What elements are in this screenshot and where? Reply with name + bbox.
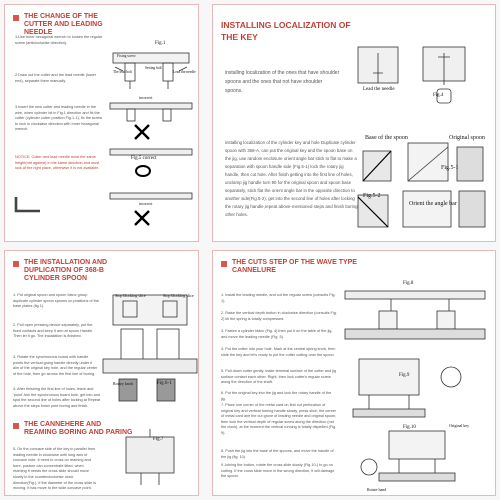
base-spoon-label: Base of the spoon (365, 135, 408, 141)
step-9: 9.Joining the button, rotate the cross slide slowly (Fig.10-) to go on cutting. If the cross slide move in the wrong direction, it will damage the spoon. (221, 463, 335, 479)
step-5: 5. Pull down cutter gently, make terminal surface of the cutter and jig surface contact each other. Right, then lock cutter's regular screw along the direction of the shaft. (221, 369, 336, 385)
orient-bar-label: Orient the angle bar (409, 201, 457, 207)
lead-needle-label: Lead the needle (173, 70, 196, 74)
step-6: 6. Put the original key into the jig and lock the rotary handle of the jig. (221, 391, 332, 401)
step-2: 2. Raise the vertical depth button in clockwise direction (consults Fig. 2) till the spring is totally compressed. (221, 311, 337, 321)
lead-needle-label: Lead the needle (363, 87, 395, 92)
section-title: THE CANNEHERE AND REAMING BORING AND PARING (24, 421, 133, 436)
panel-header (221, 259, 382, 275)
panel-368b-installation (4, 250, 199, 496)
fig51-label: Fig.5-1 (441, 165, 459, 171)
step-1: 1. Install the leading needle, and cut the regular screw (consults Fig. 1). (221, 293, 336, 303)
panel-header (13, 13, 114, 37)
step-4: 4. Put the cutter into your hole. Mark at the central spring knob, then slide the key and let's ready to put the cutter cutting onto the spoon. (221, 347, 336, 357)
panel-key-localization (212, 4, 496, 242)
step-3: 3.Insert the new cutter and leading needle in the wire, when cylinder bit in Fig.1 direction and fix the cutter (cylinder cutter position Fig.1-1), fix the screw to lock in clockwise direction with Inner hexagonal wrench. (15, 105, 102, 132)
panel-header (221, 19, 351, 43)
fig8-label: Fig.8 (403, 281, 414, 286)
notice-text: NOTICE: Cutter and lead needle must the same height(not against) in the same direction,and must lock at the right place, otherwise it is not available. (15, 155, 100, 171)
panel-cutter-change (4, 4, 199, 242)
panel-title: INSTALLING LOCALIZATION OF THE KEY (221, 20, 351, 42)
fig52-label: Fig.5-2 (363, 193, 381, 199)
step-5: 5. On the concave side of the key in parallel from leading needle in clockwise until long axis of concave hole. It need to cross on reaming and bore, posture can concentrate tilted, when reaming it needs the cross slide should move slowly in the counterclockwise clock direction(Fig.). If the diameter of the cross slide is moving, it has move to the wide concave point. (13, 447, 96, 491)
incorrect-label-2: incorrect (139, 202, 153, 206)
original-key-label: Original key (449, 423, 470, 428)
cannelure-illustrations (339, 281, 493, 491)
incorrect-label-1: incorrect (139, 96, 153, 100)
panel-wave-cannelure (212, 250, 496, 496)
panel-header (13, 259, 112, 283)
stop-slice-right-label: Stop blocking slice (163, 293, 194, 298)
bullet-marker (221, 261, 227, 267)
panel-title: THE INSTALLATION AND DUPLICATION OF 368-B CYLINDER SPOON (24, 259, 108, 282)
fig5-correct-label: Fig.5 correct (131, 156, 157, 161)
bullet-marker (13, 15, 19, 21)
fig1-label: Fig.1 (155, 41, 166, 46)
step-1: 1. Put original spoon and spoon blanc group duplicate cylinder spoon spoons on positions of the base plates (fig 1). (13, 293, 99, 309)
bullet-marker (13, 423, 19, 429)
original-spoon-label: Original spoon (449, 135, 485, 141)
fig7-label: Fig.7 (153, 437, 164, 442)
bullet-marker (13, 261, 19, 267)
fig4-label: Fig.4 (433, 93, 444, 98)
step-2: 2.Draw out the cutter and the lead needle (lower end), separate them manually. (15, 73, 97, 83)
fig10-label: Fig.10 (403, 425, 416, 430)
fixing-screw-label: Fixing screw (117, 54, 136, 58)
panel-title: THE CHANGE OF THE CUTTER AND LEADING NEEDLE (24, 13, 103, 36)
intro-paragraph: installing localization of the ones that have shoulder spoons and the ones that not have shoulder spoons. (225, 70, 340, 94)
fig61-label: Fig.6-1 (157, 381, 172, 386)
setting-bolt-label: Setting bolt (145, 66, 162, 70)
step-4: 4. After finishing the first line of holes, leave and 'point' Aim the synchronous board hole, get into and spot the second line of holes after locking at Repeat above the steps finish pore boring and finish. (13, 387, 101, 408)
panel-title: THE CUTS STEP OF THE WAVE TYPE CANNELURE (232, 259, 357, 274)
step-2: 2. Pull open pressing device separately, put the fixed contacts and keep it arm at spoon Handle. Then let it go. The installation is finished. (13, 323, 94, 339)
cylinder-illustrations (101, 287, 199, 492)
lead-bolt-label: The lead bolt (113, 70, 132, 74)
step-3: 3. Rotate the synchronous board with handle points the vertical going handle directly under it aim of the original key hole, and the regular center of the hole, then go across the first line of boring. (13, 355, 98, 376)
step-7: 7. Place one corner of the metal card on first cut perforation of original key and vertical turning handle slowly, press slice, the center of metal card aim the cut grove of leading needle and original spoon, then lock the vertical depth of regular screw along the direction (not the clock), at the moment the vertical running is totally dispelled (Fig. 9). (221, 403, 337, 435)
hex-wrench-icon (13, 193, 43, 215)
body-paragraph: installing localization of the cylinder key and hole Duplicate cylinder spoon with 368-A, can put the original key and the spoon base on the jig, use random enclosure orient angle bar stick to flat to make a separation with spoon handle side (Fig.5-1) lock the rotary jig handle, then cut hole. After finish getting into the first line of holes, unclamp jig handle turn 90 for the original spoon and spoon base separately, stick flat the orient angle bar in the opposite direction to another side(Fig.5-2), get into the second line of holes after locking the rotary jig handle,repeat above-mentioned steps and finish boring other holes. (225, 140, 358, 217)
step-3: 3. Fasten a cylinder blanc (Fig. 4) then put it on the table of the jig, and move the leading needle (Fig. 5). (221, 329, 333, 339)
stop-slice-left-label: Stop blocking slice (115, 293, 146, 298)
rotate-hand-label: Rotate hand (367, 487, 387, 492)
step-8: 8. Push the jig into the base of the spoons, and move the handle of the jig (fig. 10). (221, 449, 334, 459)
step-1: 1.Use Inner hexagonal wrench to loosen the regular screw (anticlockwise direction). (15, 35, 103, 45)
rotary-knob-label: Rotary knob (113, 381, 133, 386)
fig9-label: Fig.9 (399, 373, 410, 378)
